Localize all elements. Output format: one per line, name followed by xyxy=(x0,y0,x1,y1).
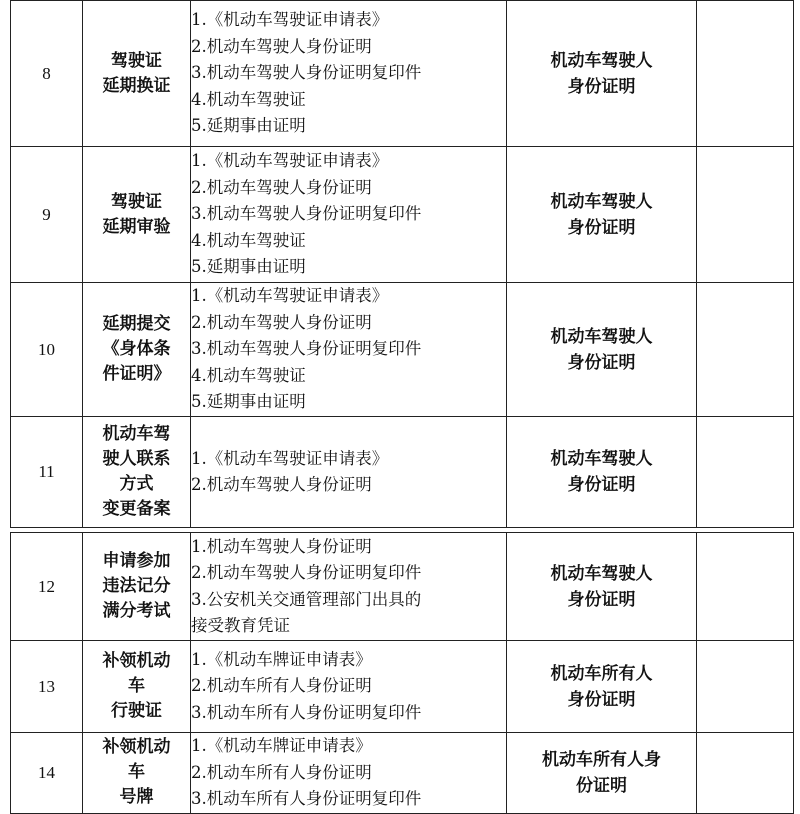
row-number: 12 xyxy=(11,533,83,641)
document-item: 3.机动车所有人身份证明复印件 xyxy=(191,789,422,808)
row-number: 14 xyxy=(11,733,83,814)
item-name-line: 申请参加 xyxy=(102,551,171,571)
required-documents xyxy=(191,641,507,733)
item-name xyxy=(83,733,191,814)
credential-line: 身份证明 xyxy=(567,475,636,495)
table-row xyxy=(11,417,794,528)
document-item: 1.《机动车驾驶证申请表》 xyxy=(191,10,389,30)
document-item: 1.《机动车驾驶证申请表》 xyxy=(191,448,389,468)
identity-credential xyxy=(507,417,697,528)
document-item: 1.《机动车牌证申请表》 xyxy=(191,649,372,669)
credential-line: 机动车驾驶人 xyxy=(550,563,653,584)
item-name-line: 驶人联系 xyxy=(102,449,171,469)
document-item: 5.延期事由证明 xyxy=(191,392,306,412)
document-item: 1.《机动车牌证申请表》 xyxy=(191,736,372,755)
document-item: 1.《机动车驾驶证申请表》 xyxy=(191,151,389,171)
item-name xyxy=(83,1,191,147)
item-name-line: 驾驶证 xyxy=(111,191,162,212)
item-name-line: 补领机动 xyxy=(102,651,171,671)
table-row xyxy=(11,283,794,417)
item-name-line: 车 xyxy=(128,676,145,696)
row-number: 11 xyxy=(11,417,83,528)
credential-line: 机动车驾驶人 xyxy=(550,50,653,71)
document-item: 1.《机动车驾驶证申请表》 xyxy=(191,286,389,306)
required-documents xyxy=(191,733,507,814)
credential-line: 机动车所有人身 xyxy=(542,749,661,770)
item-name-line: 变更备案 xyxy=(102,499,171,519)
item-name xyxy=(83,147,191,283)
credential-line: 份证明 xyxy=(576,775,627,796)
required-documents xyxy=(191,283,507,417)
required-documents xyxy=(191,1,507,147)
document-item: 3.机动车所有人身份证明复印件 xyxy=(191,702,422,722)
credential-line: 身份证明 xyxy=(567,76,636,97)
row-number: 13 xyxy=(11,641,83,733)
document-item: 2.机动车驾驶人身份证明 xyxy=(191,36,372,56)
item-name xyxy=(83,641,191,733)
remarks-cell xyxy=(697,533,794,641)
required-documents xyxy=(191,533,507,641)
row-number: 9 xyxy=(11,147,83,283)
document-item: 2.机动车驾驶人身份证明复印件 xyxy=(191,563,422,582)
document-item: 3.机动车驾驶人身份证明复印件 xyxy=(191,204,422,224)
document-item: 4.机动车驾驶证 xyxy=(191,230,306,250)
identity-credential xyxy=(507,1,697,147)
document-item: 接受教育凭证 xyxy=(191,616,290,635)
document-item: 3.机动车驾驶人身份证明复印件 xyxy=(191,339,422,359)
item-name-line: 延期换证 xyxy=(102,75,171,96)
credential-line: 身份证明 xyxy=(567,689,636,710)
item-name-line: 延期提交 xyxy=(102,314,171,334)
item-name-line: 《身体条 xyxy=(102,339,171,359)
credential-line: 身份证明 xyxy=(567,589,636,610)
identity-credential xyxy=(507,147,697,283)
item-name xyxy=(83,417,191,528)
item-name-line: 延期审验 xyxy=(102,216,171,237)
table-row xyxy=(11,1,794,147)
item-name-line: 件证明》 xyxy=(102,364,171,384)
credential-line: 机动车驾驶人 xyxy=(550,449,653,469)
identity-credential xyxy=(507,641,697,733)
item-name-line: 行驶证 xyxy=(111,701,162,721)
required-documents xyxy=(191,417,507,528)
document-item: 2.机动车所有人身份证明 xyxy=(191,762,372,782)
identity-credential xyxy=(507,533,697,641)
document-item: 2.机动车所有人身份证明 xyxy=(191,676,372,696)
item-name-line: 满分考试 xyxy=(102,601,171,621)
document-item: 2.机动车驾驶人身份证明 xyxy=(191,177,372,197)
table-row xyxy=(11,733,794,814)
credential-line: 机动车所有人 xyxy=(550,663,653,684)
identity-credential xyxy=(507,733,697,814)
document-item: 2.机动车驾驶人身份证明 xyxy=(191,312,372,332)
remarks-cell xyxy=(697,641,794,733)
credential-line: 机动车驾驶人 xyxy=(550,191,653,212)
item-name-line: 违法记分 xyxy=(102,576,171,596)
remarks-cell xyxy=(697,147,794,283)
required-documents xyxy=(191,147,507,283)
item-name-line: 方式 xyxy=(119,474,154,494)
document-item: 2.机动车驾驶人身份证明 xyxy=(191,475,372,494)
item-name-line: 机动车驾 xyxy=(102,424,171,444)
table-body xyxy=(11,1,794,814)
item-name-line: 驾驶证 xyxy=(111,50,162,71)
item-name-line: 补领机动 xyxy=(102,737,171,758)
table-row xyxy=(11,533,794,641)
item-name-line: 车 xyxy=(128,762,145,783)
document-item: 3.公安机关交通管理部门出具的 xyxy=(191,589,422,609)
item-name-line: 号牌 xyxy=(119,787,154,808)
row-number: 8 xyxy=(11,1,83,147)
table-row xyxy=(11,147,794,283)
remarks-cell xyxy=(697,733,794,814)
document-item: 5.延期事由证明 xyxy=(191,116,306,136)
row-number: 10 xyxy=(11,283,83,417)
identity-credential xyxy=(507,283,697,417)
document-item: 5.延期事由证明 xyxy=(191,257,306,277)
document-item: 1.机动车驾驶人身份证明 xyxy=(191,536,372,556)
document-item: 4.机动车驾驶证 xyxy=(191,89,306,109)
item-name xyxy=(83,283,191,417)
document-item: 3.机动车驾驶人身份证明复印件 xyxy=(191,63,422,83)
remarks-cell xyxy=(697,283,794,417)
requirements-table xyxy=(10,0,794,814)
table-row xyxy=(11,641,794,733)
credential-line: 机动车驾驶人 xyxy=(550,326,653,347)
item-name xyxy=(83,533,191,641)
credential-line: 身份证明 xyxy=(567,217,636,238)
remarks-cell xyxy=(697,417,794,528)
document-item: 4.机动车驾驶证 xyxy=(191,365,306,385)
credential-line: 身份证明 xyxy=(567,352,636,373)
remarks-cell xyxy=(697,1,794,147)
